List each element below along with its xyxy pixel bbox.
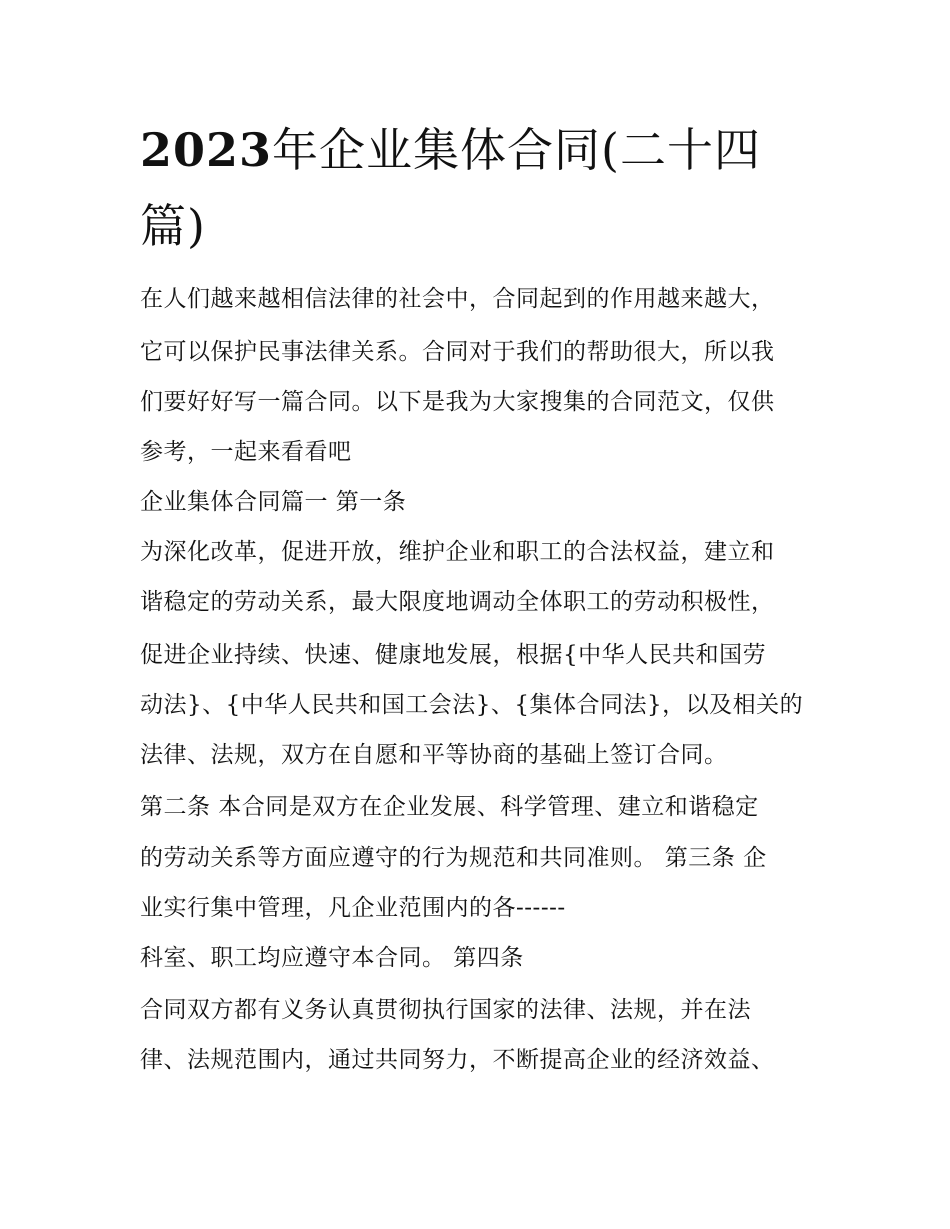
document-title xyxy=(140,112,830,264)
title-year: 2023 xyxy=(140,123,273,177)
body-line: 动法}、{中华人民共和国工会法}、{集体合同法}，以及相关的 xyxy=(140,692,804,718)
body-line: 们要好好写一篇合同。以下是我为大家搜集的合同范文，仅供 xyxy=(140,389,775,415)
body-line: 的劳动关系等方面应遵守的行为规范和共同准则。 第三条 企 xyxy=(140,845,767,871)
body-line: 合同双方都有义务认真贯彻执行国家的法律、法规，并在法 xyxy=(140,997,751,1023)
body-line: 促进企业持续、快速、健康地发展，根据{中华人民共和国劳 xyxy=(140,642,767,668)
body-line: 谐稳定的劳动关系，最大限度地调动全体职工的劳动积极性， xyxy=(140,589,775,615)
body-line: 科室、职工均应遵守本合同。 第四条 xyxy=(140,945,524,971)
body-line: 它可以保护民事法律关系。合同对于我们的帮助很大，所以我 xyxy=(140,339,775,365)
body-line: 为深化改革，促进开放，维护企业和职工的合法权益，建立和 xyxy=(140,539,775,565)
title-line2-text: 篇) xyxy=(140,199,206,253)
title-line1-text: 年企业集体合同(二十四 xyxy=(272,123,761,177)
body-line: 第二条 本合同是双方在企业发展、科学管理、建立和谐稳定 xyxy=(140,794,759,820)
body-line: 参考，一起来看看吧 xyxy=(140,439,352,465)
body-line: 法律、法规，双方在自愿和平等协商的基础上签订合同。 xyxy=(140,742,728,768)
body-line: 业实行集中管理，凡企业范围内的各------ xyxy=(140,895,566,921)
body-line: 律、法规范围内，通过共同努力，不断提高企业的经济效益、 xyxy=(140,1047,775,1073)
section-heading: 企业集体合同篇一 第一条 xyxy=(140,489,407,515)
body-line: 在人们越来越相信法律的社会中，合同起到的作用越来越大， xyxy=(140,286,775,312)
